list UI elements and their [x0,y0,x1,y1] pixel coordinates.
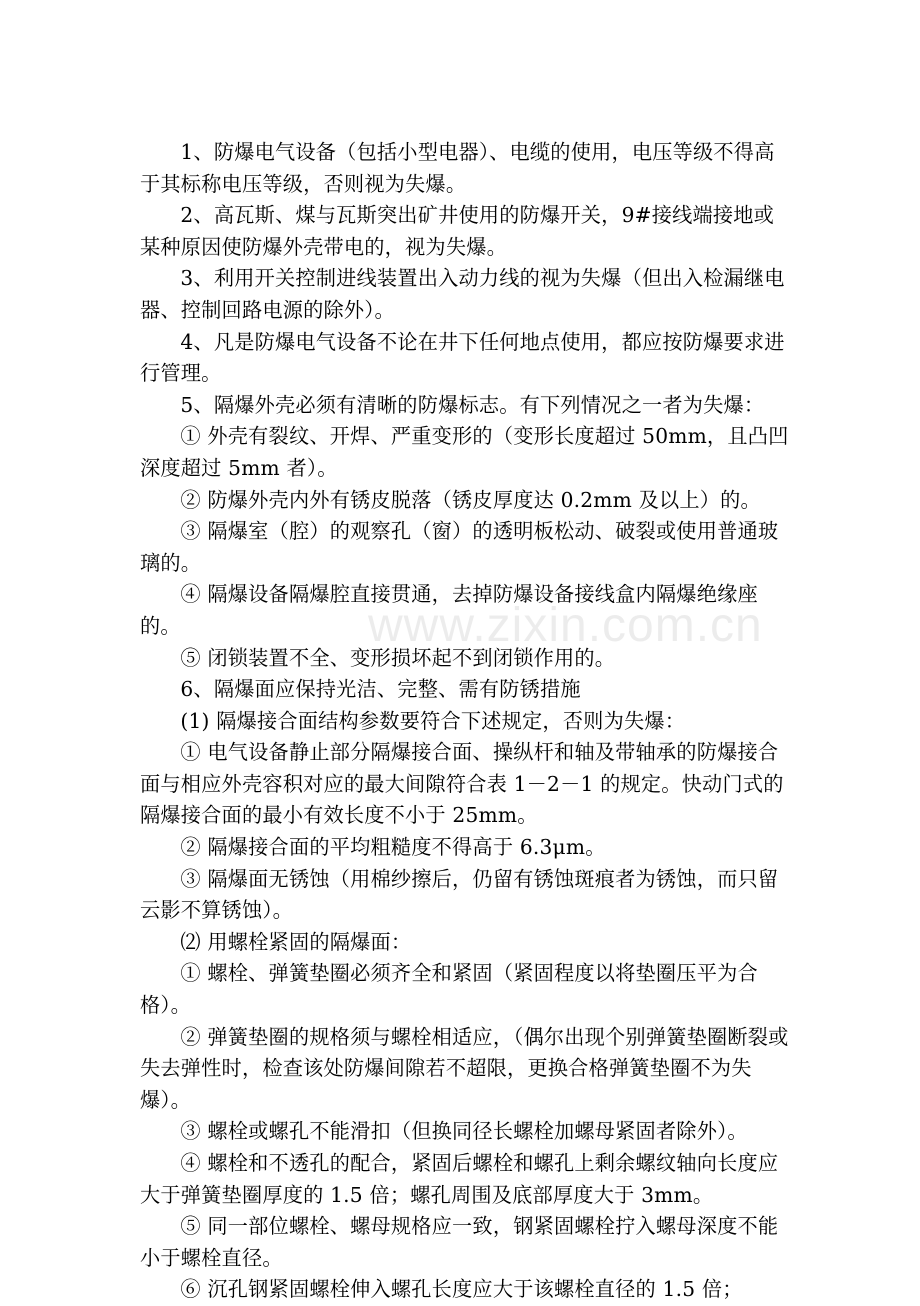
paragraph-6-section-2-item-6: ⑥ 沉孔钢紧固螺栓伸入螺孔长度应大于该螺栓直径的 1.5 倍； [180,1277,743,1302]
paragraph-6-section-2: ⑵ 用螺栓紧固的隔爆面： [180,929,412,954]
paragraph-2: 2、高瓦斯、煤与瓦斯突出矿井使用的防爆开关，9#接线端接地或某种原因使防爆外壳带电的，视为失爆。 [140,203,775,259]
paragraph-6: 6、隔爆面应保持光洁、完整、需有防锈措施 [180,677,581,702]
document-body [140,137,790,1306]
paragraph-6-section-1: (1) 隔爆接合面结构参数要符合下述规定，否则为失爆： [180,708,686,733]
paragraph-6-section-1-item-3: ③ 隔爆面无锈蚀（用棉纱擦后，仍留有锈蚀斑痕者为锈蚀，而只留云影不算锈蚀）。 [140,866,779,923]
paragraph-4: 4、凡是防爆电气设备不论在井下任何地点使用，都应按防爆要求进行管理。 [140,329,785,386]
paragraph-6-section-2-item-3: ③ 螺栓或螺孔不能滑扣（但换同径长螺栓加螺母紧固者除外）。 [180,1119,748,1144]
paragraph-5-item-3: ③ 隔爆室（腔）的观察孔（窗）的透明板松动、破裂或使用普通玻璃的。 [140,519,779,575]
paragraph-5-item-4: ④ 隔爆设备隔爆腔直接贯通，去掉防爆设备接线盒内隔爆绝缘座的。 [140,582,758,638]
paragraph-6-section-2-item-5: ⑤ 同一部位螺栓、螺母规格应一致，钢紧固螺栓拧入螺母深度不能小于螺栓直径。 [140,1214,779,1270]
paragraph-6-section-2-item-1: ① 螺栓、弹簧垫圈必须齐全和紧固（紧固程度以将垫圈压平为合格）。 [140,961,758,1018]
paragraph-6-section-1-item-2: ② 隔爆接合面的平均粗糙度不得高于 6.3μm。 [180,835,606,860]
paragraph-5-item-2: ② 防爆外壳内外有锈皮脱落（锈皮厚度达 0.2mm 及以上）的。 [180,487,761,512]
paragraph-3: 3、利用开关控制进线装置出入动力线的视为失爆（但出入检漏继电器、控制回路电源的除外）。 [140,266,785,322]
paragraph-5-item-1: ① 外壳有裂纹、开焊、严重变形的（变形长度超过 50mm，且凸凹深度超过 5mm 者）。 [140,424,789,480]
paragraph-6-section-2-item-4: ④ 螺栓和不透孔的配合，紧固后螺栓和螺孔上剩余螺纹轴向长度应大于弹簧垫圈厚度的 1.5 倍；螺孔周围及底部厚度大于 3mm。 [140,1151,779,1207]
paragraph-6-section-1-item-1: ① 电气设备静止部分隔爆接合面、操纵杆和轴及带轴承的防爆接合面与相应外壳容积对应的最大间隙符合表 1－2－1 的规定。快动门式的隔爆接合面的最小有效长度不小于 25mm。 [140,740,784,828]
watermark-text: www.zixin.com.cn [368,599,763,652]
paragraph-5-item-5: ⑤ 闭锁装置不全、变形损坏起不到闭锁作用的。 [180,645,616,670]
paragraph-1: 1、防爆电气设备（包括小型电器）、电缆的使用，电压等级不得高于其标称电压等级，否则视为失爆。 [140,140,775,196]
paragraph-5: 5、隔爆外壳必须有清晰的防爆标志。有下列情况之一者为失爆： [180,392,765,417]
paragraph-6-section-2-item-2: ② 弹簧垫圈的规格须与螺栓相适应，（偶尔出现个别弹簧垫圈断裂或失去弹性时，检查该处防爆间隙若不超限，更换合格弹簧垫圈不为失爆）。 [140,1024,789,1112]
